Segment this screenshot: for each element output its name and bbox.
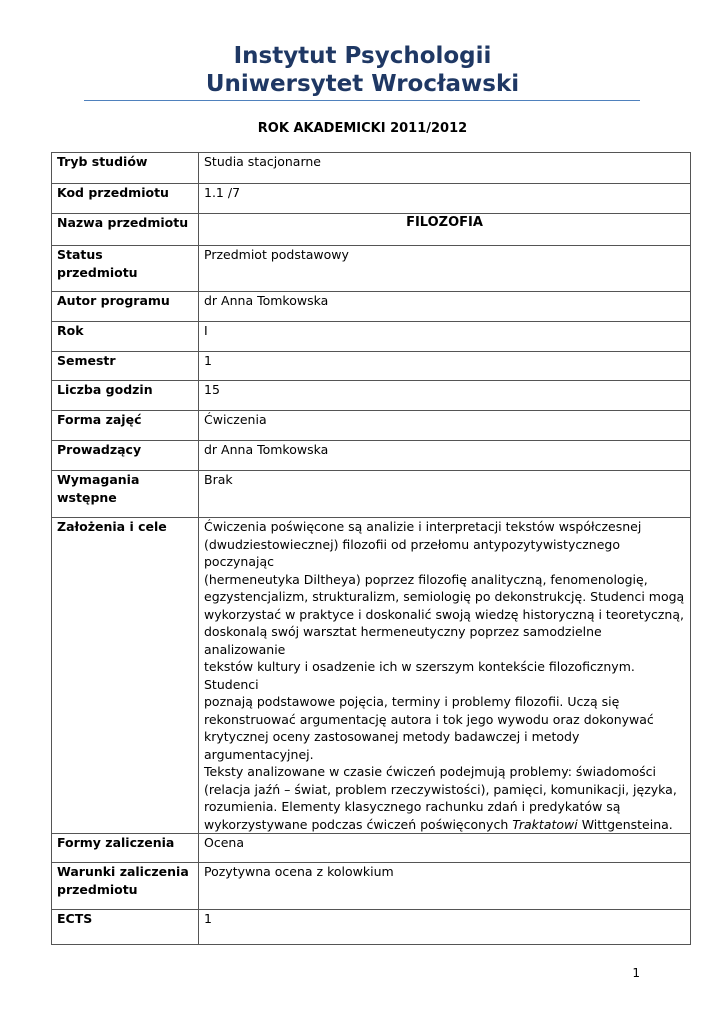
row-label: Autor programu: [52, 292, 199, 322]
row-label: ECTS: [52, 910, 199, 945]
table-row: [52, 411, 691, 441]
syllabus-table: [51, 152, 691, 945]
table-row: [52, 441, 691, 471]
row-label-line: przedmiotu: [57, 881, 138, 897]
table-row: [52, 863, 691, 910]
goals-line: (dwudziestowiecznej) filozofii od przełomu antypozytywistycznego poczynając: [204, 536, 620, 569]
goals-line: krytycznej oceny zastosowanej metody badawczej i metody argumentacyjnej.: [204, 729, 580, 762]
goals-line: doskonalą swój warsztat hermeneutyczny poprzez samodzielne analizowanie: [204, 624, 602, 657]
goals-line-italic: Traktatowi: [512, 816, 578, 832]
header-divider: [84, 100, 640, 101]
row-value: Ćwiczenia: [199, 411, 691, 441]
row-label: Prowadzący: [52, 441, 199, 471]
goals-line-prefix: wykorzystywane podczas ćwiczeń poświęconych: [204, 816, 513, 832]
row-label: Kod przedmiotu: [52, 184, 199, 214]
row-value: I: [199, 322, 691, 352]
row-label: Formy zaliczenia: [52, 834, 199, 863]
course-name: FILOZOFIA: [199, 214, 691, 246]
row-value: 1: [199, 910, 691, 945]
goals-line: rozumienia. Elementy klasycznego rachunku zdań i predykatów są: [204, 799, 621, 814]
row-value: Studia stacjonarne: [199, 153, 691, 184]
goals-line: tekstów kultury i osadzenie ich w szerszym kontekście filozoficznym. Studenci: [204, 659, 635, 692]
goals-line: (relacja jaźń – świat, problem rzeczywistości), pamięci, komunikacji, języka,: [204, 781, 677, 797]
row-label: Liczba godzin: [52, 381, 199, 411]
goals-line: [204, 816, 685, 834]
row-value: dr Anna Tomkowska: [199, 441, 691, 471]
row-label: Forma zajęć: [52, 411, 199, 441]
row-label-line: Status: [57, 247, 103, 262]
table-row: [52, 153, 691, 184]
goals-line-suffix: Wittgensteina.: [577, 816, 673, 832]
row-label: [52, 246, 199, 292]
row-value: Brak: [199, 471, 691, 518]
row-label: [52, 863, 199, 910]
goals-line: Teksty analizowane w czasie ćwiczeń podejmują problemy: świadomości: [204, 764, 657, 779]
row-label-line: przedmiotu: [57, 264, 138, 280]
row-value: Pozytywna ocena z kolowkium: [199, 863, 691, 910]
row-value: 1.1 /7: [199, 184, 691, 214]
page-number: 1: [632, 966, 640, 980]
row-label-line: wstępne: [57, 489, 117, 505]
goals-line: wykorzystać w praktyce i doskonalić swoją wiedzę historyczną i teoretyczną,: [204, 606, 684, 622]
goals-line: egzystencjalizm, strukturalizm, semiologię po dekonstrukcję. Studenci mogą: [204, 589, 685, 604]
row-label: Nazwa przedmiotu: [52, 214, 199, 246]
row-value: 15: [199, 381, 691, 411]
goals-line: (hermeneutyka Diltheya) poprzez filozofię analityczną, fenomenologię,: [204, 571, 648, 587]
table-row: [52, 184, 691, 214]
academic-year: ROK AKADEMICKI 2011/2012: [257, 121, 468, 136]
goals-line: poznają podstawowe pojęcia, terminy i problemy filozofii. Uczą się: [204, 694, 620, 709]
table-row: [52, 518, 691, 834]
row-value: Ocena: [199, 834, 691, 863]
row-label-line: Warunki zaliczenia: [57, 864, 189, 879]
row-label-line: Wymagania: [57, 472, 140, 487]
row-label: Semestr: [52, 352, 199, 381]
row-value: 1: [199, 352, 691, 381]
row-value: dr Anna Tomkowska: [199, 292, 691, 322]
document-header: [0, 42, 725, 98]
row-label: Tryb studiów: [52, 153, 199, 184]
row-value: Przedmiot podstawowy: [199, 246, 691, 292]
table-row: [52, 352, 691, 381]
row-label: Założenia i cele: [52, 518, 199, 834]
table-row: [52, 322, 691, 352]
institute-name: Instytut Psychologii: [233, 43, 492, 69]
row-label: Rok: [52, 322, 199, 352]
goals-line: Ćwiczenia poświęcone są analizie i interpretacji tekstów współczesnej: [204, 519, 642, 534]
table-row: [52, 834, 691, 863]
goals-description: [199, 518, 691, 834]
row-label: [52, 471, 199, 518]
table-row: [52, 381, 691, 411]
table-row: [52, 246, 691, 292]
table-row: [52, 910, 691, 945]
table-row: [52, 471, 691, 518]
university-name: Uniwersytet Wrocławski: [205, 71, 520, 97]
table-row: [52, 214, 691, 246]
goals-line: rekonstruować argumentację autora i tok jego wywodu oraz dokonywać: [204, 711, 654, 727]
table-row: [52, 292, 691, 322]
